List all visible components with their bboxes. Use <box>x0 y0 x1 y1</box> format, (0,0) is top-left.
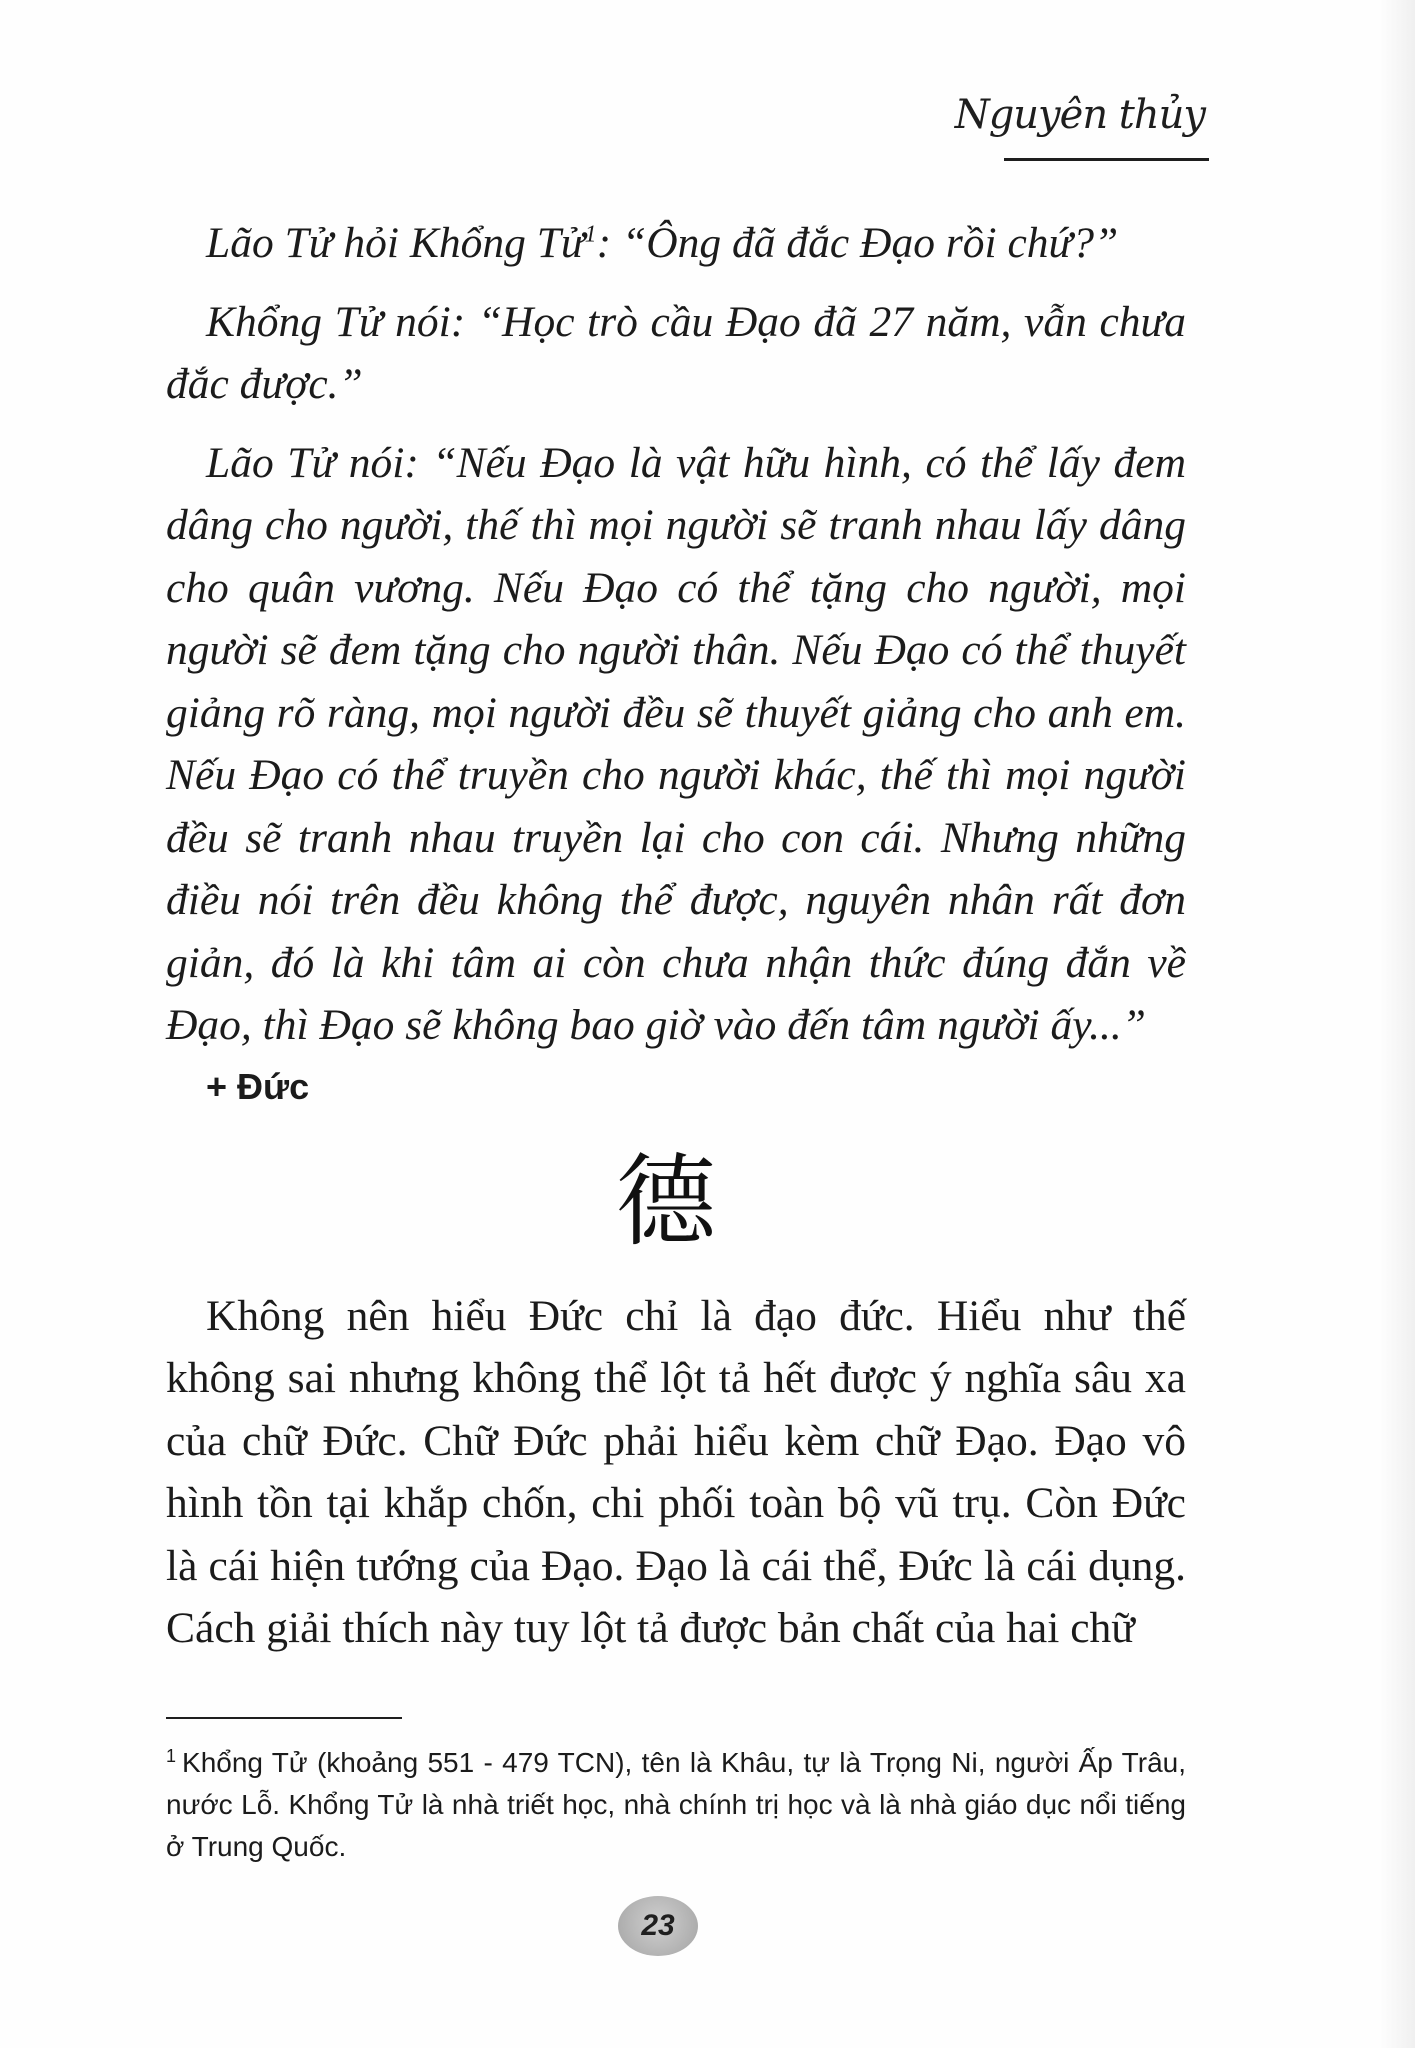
paragraph-3: Lão Tử nói: “Nếu Đạo là vật hữu hình, có thể lấy đem dâng cho người, thế thì mọi người sẽ tranh nhau lấy dâng cho quân vương. Nếu Đạo có thể tặng cho người, mọi người sẽ đem tặng cho người thân. Nếu Đạo có thể thuyết giảng rõ ràng, mọi người đều sẽ thuyết giảng cho anh em. Nếu Đạo có thể truyền cho người khác, thế thì mọi người đều sẽ tranh nhau truyền lại cho con cái. Nhưng những điều nói trên đều không thể được, nguyên nhân rất đơn giản, đó là khi tâm ai còn chưa nhận thức đúng đắn về Đạo, thì Đạo sẽ không bao giờ vào đến tâm người ấy...” <box>166 438 1186 1049</box>
calligraphy-character: 德 <box>616 1142 716 1260</box>
running-head-underline <box>1004 158 1209 161</box>
running-head-title: Nguyên thủy <box>954 92 1205 138</box>
footnote-mark: 1 <box>166 1745 177 1766</box>
paragraph-1-lead: Lão Tử hỏi Khổng Tử <box>206 219 585 267</box>
page-number-badge: 23 <box>618 1896 698 1956</box>
footnote-text: Khổng Tử (khoảng 551 - 479 TCN), tên là Khâu, tự là Trọng Ni, người Ấp Trâu, nước Lỗ. Khổng Tử là nhà triết học, nhà chính trị học và là nhà giáo dục nổi tiếng ở Trung Quốc. <box>166 1747 1186 1862</box>
page-edge-shadow <box>1379 0 1415 2048</box>
footnote-divider <box>166 1717 402 1719</box>
closing-paragraph: Không nên hiểu Đức chỉ là đạo đức. Hiểu như thế không sai nhưng không thể lột tả hết được ý nghĩa sâu xa của chữ Đức. Chữ Đức phải hiểu kèm chữ Đạo. Đạo vô hình tồn tại khắp chốn, chi phối toàn bộ vũ trụ. Còn Đức là cái hiện tướng của Đạo. Đạo là cái thể, Đức là cái dụng. Cách giải thích này tuy lột tả được bản chất của hai chữ <box>166 1291 1186 1652</box>
paragraph-1 <box>166 212 1186 275</box>
footnote <box>166 1742 1186 1868</box>
main-text <box>166 212 1186 1660</box>
paragraph-1-rest: : “Ông đã đắc Đạo rồi chứ?” <box>596 219 1119 267</box>
paragraph-2: Khổng Tử nói: “Học trò cầu Đạo đã 27 năm, vẫn chưa đắc được.” <box>166 297 1186 408</box>
footnote-reference: 1 <box>584 221 597 248</box>
section-heading: + Đức <box>206 1065 310 1107</box>
